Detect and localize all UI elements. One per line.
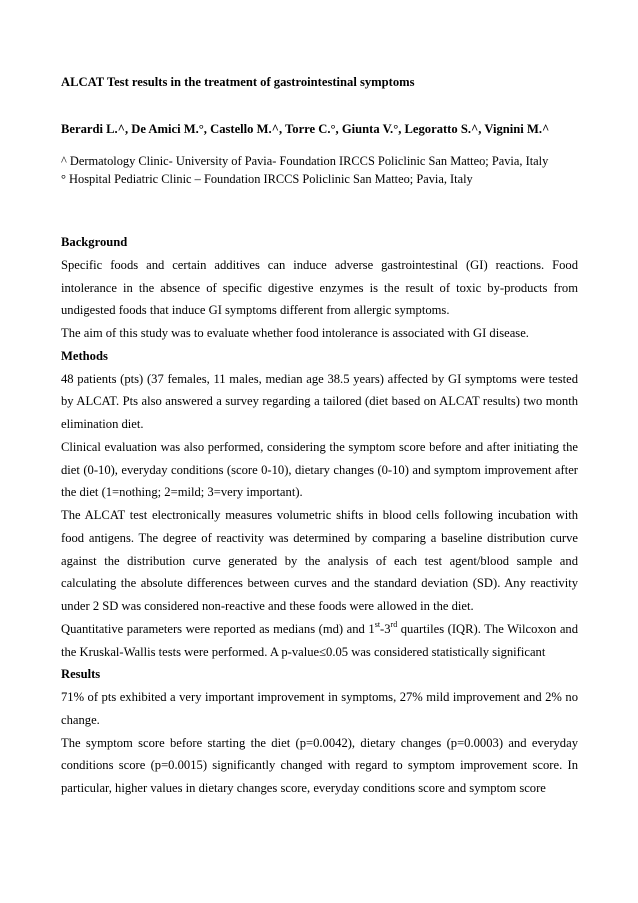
methods-paragraph-4: [61, 618, 578, 664]
methods-paragraph-1: 48 patients (pts) (37 females, 11 males, median age 38.5 years) affected by GI symptoms were tested by ALCAT. Pts also answered a survey regarding a tailored (diet based on ALCAT results) two month elimination diet.: [61, 371, 578, 431]
superscript-st: st: [374, 619, 381, 629]
methods-paragraph-3: The ALCAT test electronically measures volumetric shifts in blood cells following incubation with food antigens. The degree of reactivity was determined by comparing a baseline distribution curve against the distribution curve generated by the analysis of each test agent/blood sample and calculating the absolute differences between curves and the standard deviation (SD). Any reactivity under 2 SD was considered non-reactive and these foods were allowed in the diet.: [61, 508, 578, 613]
affiliation-1: ^ Dermatology Clinic- University of Pavia- Foundation IRCCS Policlinic San Matteo; Pavia, Italy: [61, 154, 549, 168]
methods-p4-text-a: Quantitative parameters were reported as medians (md) and 1: [61, 621, 375, 636]
methods-p4-text-c: quartiles (IQR). The Wilcoxon and the Kruskal-Wallis tests were performed. A p-value≤0.05 was considered statistically significant: [61, 621, 578, 659]
background-heading: Background: [61, 235, 128, 249]
background-paragraph-2: The aim of this study was to evaluate whether food intolerance is associated with GI disease.: [61, 326, 529, 340]
superscript-rd: rd: [390, 619, 398, 629]
results-paragraph-1: 71% of pts exhibited a very important improvement in symptoms, 27% mild improvement and 2% no change.: [61, 690, 578, 727]
paper-title: ALCAT Test results in the treatment of gastrointestinal symptoms: [61, 75, 415, 89]
author-list: Berardi L.^, De Amici M.°, Castello M.^, Torre C.°, Giunta V.°, Legoratto S.^, Vignini M.^: [61, 122, 550, 136]
results-heading: Results: [61, 667, 101, 682]
methods-p4-text-b: -3: [380, 621, 391, 636]
methods-heading: Methods: [61, 348, 108, 363]
results-paragraph-2: The symptom score before starting the diet (p=0.0042), dietary changes (p=0.0003) and everyday conditions score (p=0.0015) significantly changed with regard to symptom improvement score. In particular, higher values in dietary changes score, everyday conditions score and symptom score: [61, 735, 578, 795]
abstract-body: [61, 231, 578, 800]
affiliation-2: ° Hospital Pediatric Clinic – Foundation IRCCS Policlinic San Matteo; Pavia, Italy: [61, 172, 473, 186]
background-paragraph-1: Specific foods and certain additives can induce adverse gastrointestinal (GI) reactions. Food intolerance in the absence of specific digestive enzymes is the result of toxic by-products from undigested foods that induce GI symptoms different from allergic symptoms.: [61, 257, 578, 318]
methods-paragraph-2: Clinical evaluation was also performed, considering the symptom score before and after initiating the diet (0-10), everyday conditions (score 0-10), dietary changes (0-10) and symptom improvement after the diet (1=nothing; 2=mild; 3=very important).: [61, 439, 578, 500]
